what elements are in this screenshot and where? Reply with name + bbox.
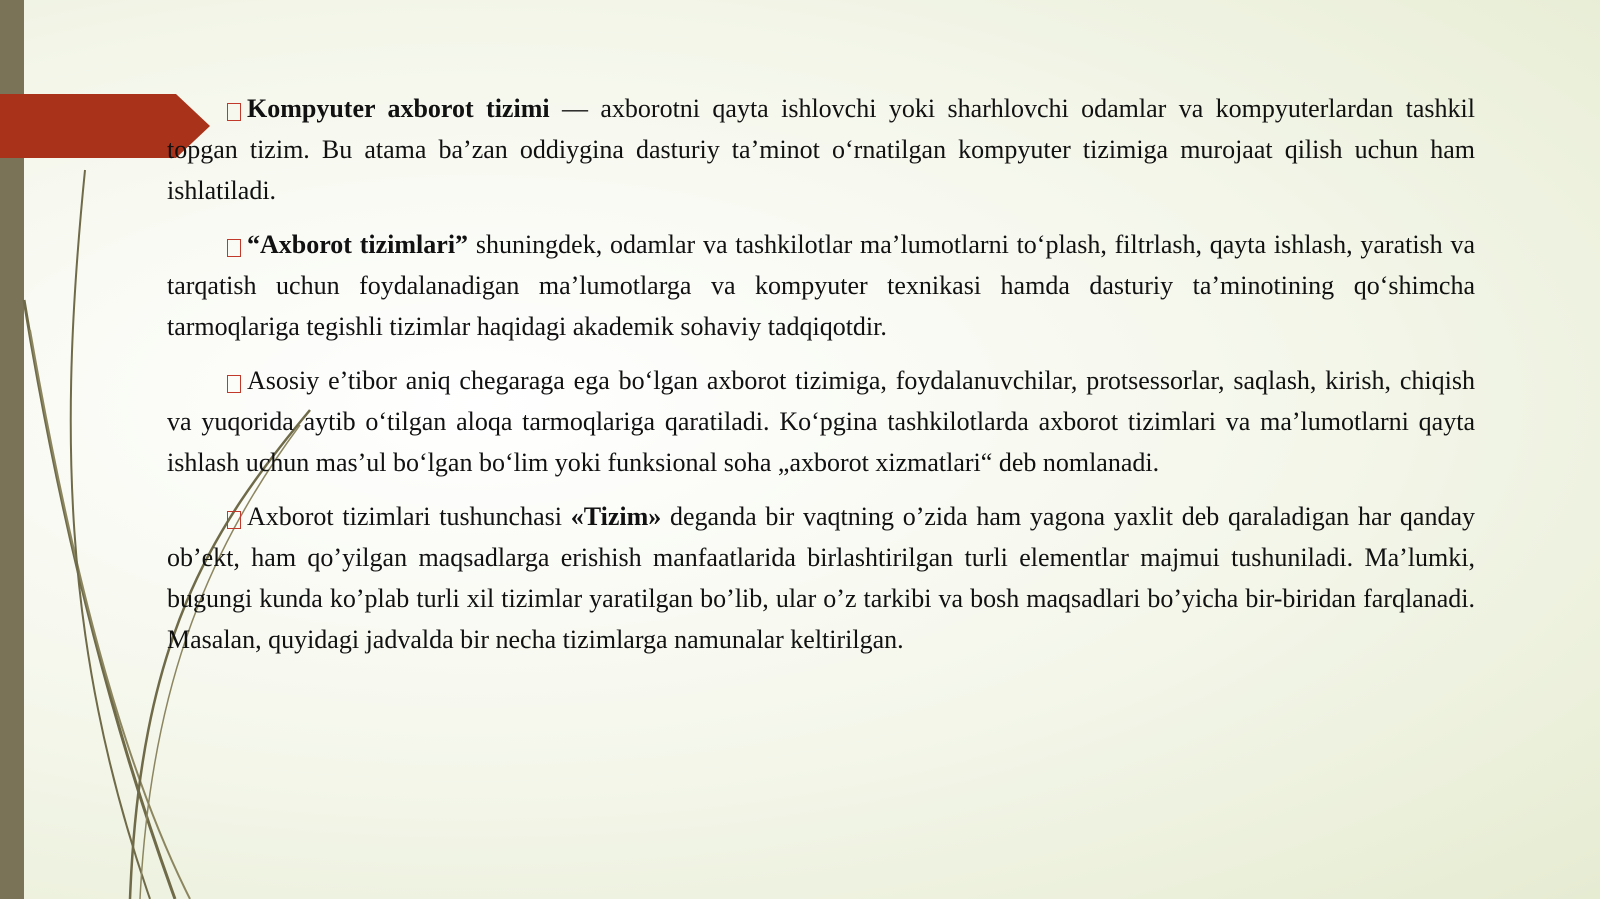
bullet-box-icon xyxy=(227,103,241,121)
bullet-box-icon xyxy=(227,375,241,393)
paragraph-4-text-after: deganda bir vaqtning o’zida ham yagona yaxlit deb qaraladigan har qanday ob’ekt, ham qo’yilgan maqsadlarga erishish manfaatlarida birlashtirilgan turli elementlar majmui tushuniladi. Ma’lumki, bugungi kunda ko’plab turli xil tizimlar yaratilgan bo’lib, ular o’z tarkibi va bosh maqsadlari bo’yicha bir-biridan farqlanadi. Masalan, quyidagi jadvalda bir necha tizimlarga namunalar keltirilgan. xyxy=(167,502,1475,654)
bullet-box-icon xyxy=(227,511,241,529)
paragraph-4-bold-term: «Tizim» xyxy=(570,502,662,531)
bullet-box-icon xyxy=(227,239,241,257)
paragraph-2 xyxy=(167,224,1475,347)
paragraph-4 xyxy=(167,496,1475,660)
curve-line-1 xyxy=(24,300,175,899)
paragraph-4-text-before: Axborot tizimlari tushunchasi xyxy=(247,502,571,531)
paragraph-1-bold-lead: Kompyuter axborot tizimi xyxy=(247,94,550,123)
paragraph-3-text: Asosiy e’tibor aniq chegaraga ega bo‘lgan axborot tizimiga, foydalanuvchilar, protsessorlar, saqlash, kirish, chiqish va yuqorida aytib o‘tilgan aloqa tarmoqlariga qaratiladi. Ko‘pgina tashkilotlarda axborot tizimlari va ma’lumotlarni qayta ishlash uchun mas’ul bo‘lgan bo‘lim yoki funksional soha „axborot xizmatlari“ deb nomlanadi. xyxy=(167,366,1475,477)
paragraph-2-bold-lead: “Axborot tizimlari” xyxy=(247,230,469,259)
paragraph-1 xyxy=(167,88,1475,211)
curve-line-2 xyxy=(30,330,190,899)
slide-content xyxy=(167,88,1475,673)
paragraph-3 xyxy=(167,360,1475,483)
curve-line-3 xyxy=(71,170,150,899)
paragraph-2-text: shuningdek, odamlar va tashkilotlar ma’lumotlarni to‘plash, filtrlash, qayta ishlash, yaratish va tarqatish uchun foydalanadigan ma’lumotlarga va kompyuter texnikasi hamda dasturiy ta’minotining qo‘shimcha tarmoqlariga tegishli tizimlar haqidagi akademik sohaviy tadqiqotdir. xyxy=(167,230,1475,341)
paragraph-1-text: — axborotni qayta ishlovchi yoki sharhlovchi odamlar va kompyuterlardan tashkil topgan tizim. Bu atama ba’zan oddiygina dasturiy ta’minot o‘rnatilgan kompyuter tizimiga murojaat qilish uchun ham ishlatiladi. xyxy=(167,94,1475,205)
